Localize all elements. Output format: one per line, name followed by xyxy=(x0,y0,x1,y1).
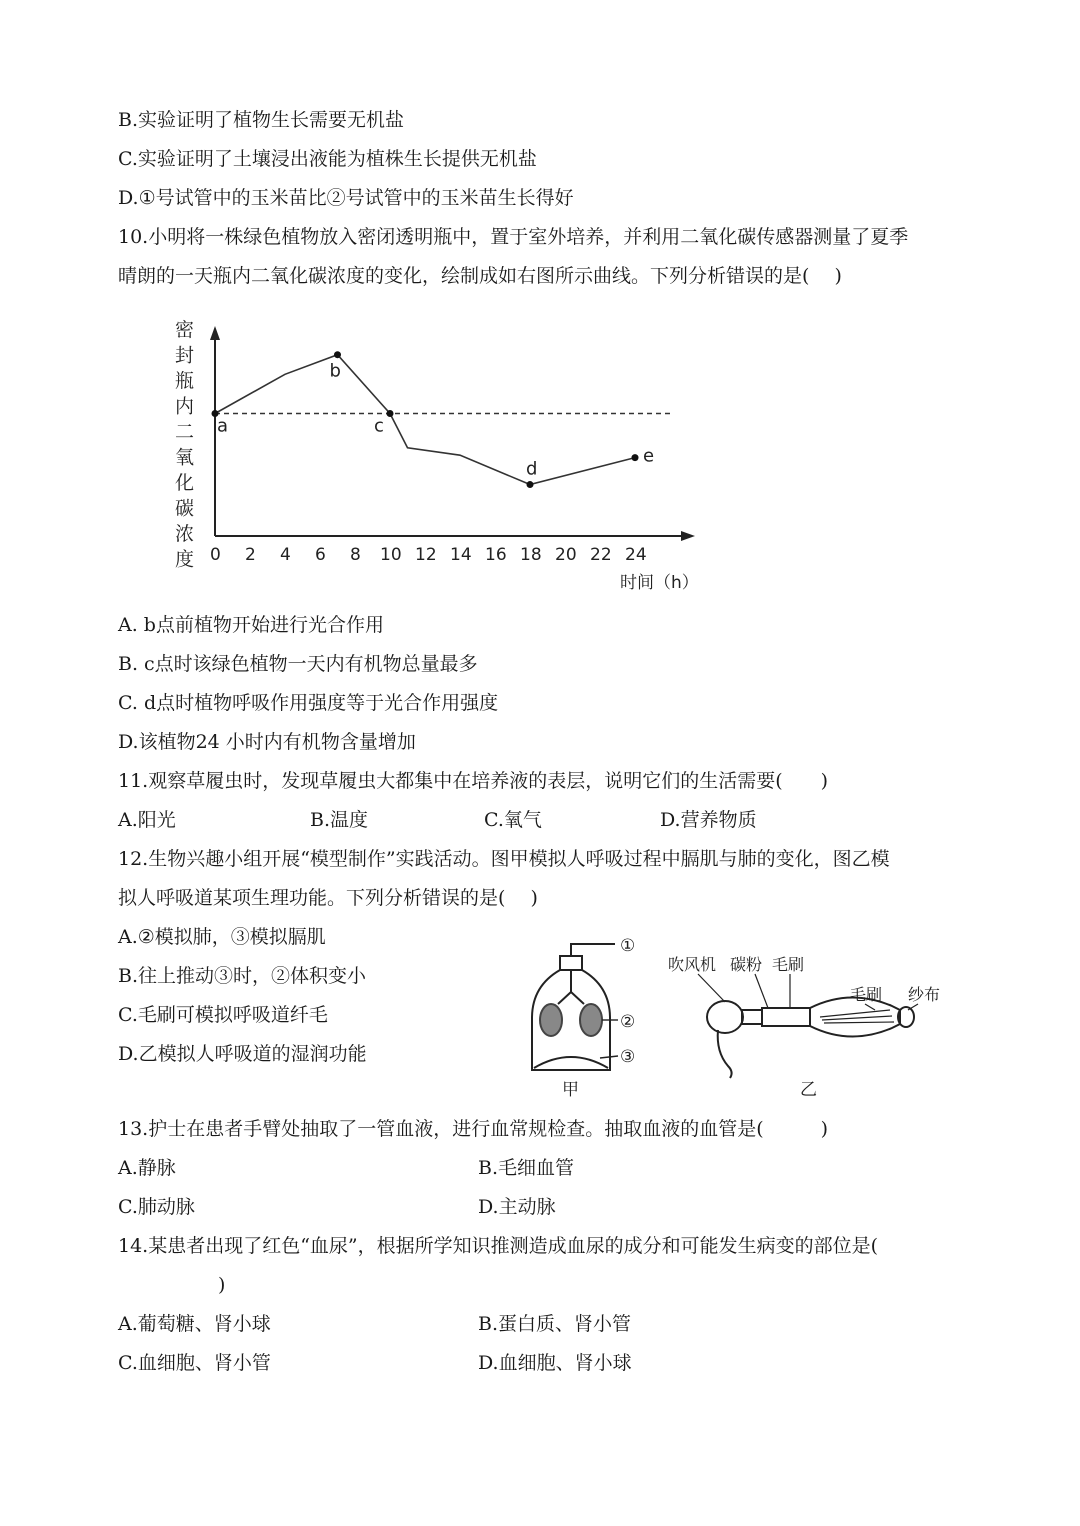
co2-chart xyxy=(165,310,725,600)
dryer-nozzle xyxy=(742,1010,762,1024)
q12-option-b: B.往上推动③时，②体积变小 xyxy=(118,965,367,987)
lung-right xyxy=(580,1004,602,1036)
x-tick-label: 24 xyxy=(625,545,647,565)
q10-stem-line1: 10.小明将一株绿色植物放入密闭透明瓶中，置于室外培养，并利用二氧化碳传感器测量了夏季 xyxy=(118,226,909,248)
q11-option-b: B.温度 xyxy=(310,809,369,831)
q13-option-d: D.主动脉 xyxy=(478,1196,556,1218)
point-label-b: b xyxy=(329,360,341,382)
x-tick-label: 12 xyxy=(415,545,437,565)
x-tick-label: 18 xyxy=(520,545,542,565)
x-axis-arrow xyxy=(681,531,695,541)
jia-caption: 甲 xyxy=(562,1080,579,1100)
x-axis-label: 时间（h） xyxy=(620,573,699,593)
q10-option-d: D.该植物24 小时内有机物含量增加 xyxy=(118,731,416,753)
y-axis-label-char: 碳 xyxy=(175,497,195,520)
hair-dryer-cord xyxy=(718,1030,732,1078)
diaphragm-membrane xyxy=(534,1057,608,1068)
breathing-model-figure xyxy=(520,930,960,1105)
q12-stem-line1: 12.生物兴趣小组开展“模型制作”实践活动。图甲模拟人呼吸过程中膈肌与肺的变化，图乙模 xyxy=(118,848,890,870)
point-label-a: a xyxy=(217,415,229,437)
q14-option-a: A.葡萄糖、肾小球 xyxy=(118,1313,271,1335)
y-axis-label-char: 瓶 xyxy=(175,370,195,392)
q14-stem-line1: 14.某患者出现了红色“血尿”，根据所学知识推测造成血尿的成分和可能发生病变的部位是( xyxy=(118,1235,879,1257)
q11-option-a: A.阳光 xyxy=(118,809,176,831)
point-label-c: c xyxy=(374,415,384,437)
y-axis-label-char: 二 xyxy=(175,421,195,443)
q12-option-a: A.②模拟肺，③模拟膈肌 xyxy=(118,926,326,948)
hair-dryer-head xyxy=(707,1001,743,1033)
point-label-e: e xyxy=(643,445,655,467)
q10-stem-line2: 晴朗的一天瓶内二氧化碳浓度的变化，绘制成如右图所示曲线。下列分析错误的是( ) xyxy=(118,265,842,287)
x-tick-label: 6 xyxy=(315,545,326,565)
point-label-d: d xyxy=(526,458,538,480)
q14-option-b: B.蛋白质、肾小管 xyxy=(478,1313,632,1335)
q9-option-c: C.实验证明了土壤浸出液能为植株生长提供无机盐 xyxy=(118,148,537,170)
q13-option-b: B.毛细血管 xyxy=(478,1157,575,1179)
point-d xyxy=(527,481,534,488)
q14-stem-line2: ) xyxy=(218,1274,226,1296)
x-tick-label: 16 xyxy=(485,545,507,565)
x-tick-label: 0 xyxy=(210,545,221,565)
y-axis-label-char: 度 xyxy=(175,548,195,571)
q10-option-b: B. c点时该绿色植物一天内有机物总量最多 xyxy=(118,653,478,675)
lung-left xyxy=(540,1004,562,1036)
x-tick-label: 2 xyxy=(245,545,256,565)
brush-bristles xyxy=(820,1010,894,1023)
yi-caption: 乙 xyxy=(800,1080,817,1100)
q13-option-a: A.静脉 xyxy=(118,1157,176,1179)
y-axis-label-char: 化 xyxy=(175,472,195,494)
q9-option-d: D.①号试管中的玉米苗比②号试管中的玉米苗生长得好 xyxy=(118,187,574,209)
x-tick-label: 14 xyxy=(450,545,472,565)
q11-option-d: D.营养物质 xyxy=(660,809,757,831)
toner-tube xyxy=(762,1008,810,1026)
q14-option-c: C.血细胞、肾小管 xyxy=(118,1352,271,1374)
q13-stem: 13.护士在患者手臂处抽取了一管血液，进行血常规检查。抽取血液的血管是( ) xyxy=(118,1118,829,1140)
x-tick-label: 10 xyxy=(380,545,402,565)
label-brush-1: 毛刷 xyxy=(772,955,805,974)
co2-series-line xyxy=(215,355,635,485)
q11-option-c: C.氧气 xyxy=(484,809,542,831)
q12-stem-line2: 拟人呼吸道某项生理功能。下列分析错误的是( ) xyxy=(118,887,538,909)
jia-bell-jar-model xyxy=(532,944,618,1070)
x-tick-label: 22 xyxy=(590,545,612,565)
jar-stopper xyxy=(560,956,582,970)
point-c xyxy=(387,410,394,417)
breathing-model-svg xyxy=(520,930,960,1105)
q11-stem: 11.观察草履虫时，发现草履虫大都集中在培养液的表层，说明它们的生活需要( ) xyxy=(118,770,829,792)
y-axis-label-char: 密 xyxy=(175,319,195,341)
mark-3: ③ xyxy=(620,1047,636,1067)
q10-option-c: C. d点时植物呼吸作用强度等于光合作用强度 xyxy=(118,692,499,714)
q12-option-c: C.毛刷可模拟呼吸道纤毛 xyxy=(118,1004,328,1026)
q10-option-a: A. b点前植物开始进行光合作用 xyxy=(118,614,384,636)
label-brush-2: 毛刷 xyxy=(850,985,883,1004)
co2-chart-svg xyxy=(165,310,725,600)
label-gauze: 纱布 xyxy=(908,985,941,1004)
point-e xyxy=(632,454,639,461)
x-tick-label: 8 xyxy=(350,545,361,565)
mark-1: ① xyxy=(620,936,636,956)
y-axis-arrow xyxy=(210,326,220,340)
q13-option-c: C.肺动脉 xyxy=(118,1196,195,1218)
label-toner: 碳粉 xyxy=(730,955,763,974)
q9-option-b: B.实验证明了植物生长需要无机盐 xyxy=(118,109,405,131)
x-tick-label: 4 xyxy=(280,545,291,565)
y-axis-label-char: 氧 xyxy=(175,446,195,469)
label-hair-dryer: 吹风机 xyxy=(668,955,717,974)
point-b xyxy=(334,351,341,358)
yi-airway-model xyxy=(698,974,918,1078)
q12-option-d: D.乙模拟人呼吸道的湿润功能 xyxy=(118,1043,367,1065)
q14-option-d: D.血细胞、肾小球 xyxy=(478,1352,632,1374)
x-tick-label: 20 xyxy=(555,545,577,565)
y-axis-label-char: 浓 xyxy=(175,523,195,545)
trachea xyxy=(558,970,584,1004)
mark-2: ② xyxy=(620,1012,636,1032)
y-axis-label-char: 封 xyxy=(175,344,195,367)
tube-1 xyxy=(571,944,615,956)
y-axis-label-char: 内 xyxy=(175,395,195,418)
